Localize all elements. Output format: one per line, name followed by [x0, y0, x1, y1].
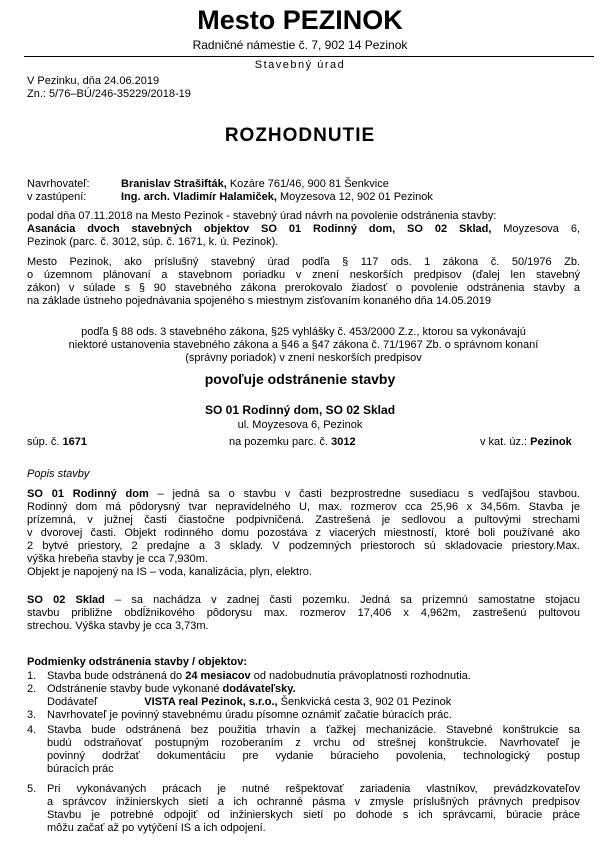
text-line: zákon) v súlade s § 90 stavebného zákona prerokovalo žiadosť o povolenie odstránenia stavby a: [27, 282, 580, 294]
text-line: strechou. Výška stavby je cca 3,73m.: [27, 620, 209, 632]
document-date: V Pezinku, dňa 24.06.2019: [27, 75, 160, 87]
cadastral-label: v kat. úz.:: [480, 436, 531, 448]
so02-description: [27, 594, 580, 633]
office-name: Stavebný úrad: [254, 59, 346, 71]
list-number: 3.: [27, 709, 37, 721]
cadastral-value: Pezinok: [530, 436, 572, 448]
condition-item: [47, 683, 580, 709]
representative-address: Moyzesova 12, 902 01 Pezinok: [276, 191, 433, 203]
list-number: 1.: [27, 670, 37, 682]
text-line: o územnom plánovaní a stavebnom poriadku v znení neskorších predpisov (ďalej len stavebný: [27, 269, 580, 281]
parcel-label: na pozemku parc. č.: [229, 436, 332, 448]
text-line: [27, 223, 580, 236]
list-number: 4.: [27, 724, 37, 736]
application-address: Moyzesova 6,: [491, 223, 580, 235]
document-heading: ROZHODNUTIE: [224, 125, 376, 146]
condition-item: Navrhovateľ je povinný stavebnému úradu písomne oznámiť začatie búracích prác.: [47, 709, 452, 721]
registry-value: 1671: [62, 436, 87, 448]
text-line: Pezinok (parc. č. 3012, súp. č. 1671, k. ú. Pezinok).: [27, 236, 279, 248]
text-line: povinný dodržať dokumentáciu pre vydanie búracieho povolenia, technologický postup: [47, 750, 580, 762]
conditions-heading: Podmienky odstránenia stavby / objektov:: [27, 656, 248, 668]
text-line: búracích prác: [47, 763, 114, 775]
object-title: SO 01 Rodinný dom, SO 02 Sklad: [204, 403, 396, 417]
contractor-name: VISTA real Pezinok, s.r.o.,: [144, 696, 278, 708]
text-fragment: – jedná sa o stavbu v časti bezprostredne susediacu s vedľajšou stavbou.: [148, 488, 580, 500]
text-line: Rodinný dom má pôdorysný tvar nepravidelného U, max. rozmerov cca 25,96 x 34,56m. Stavba je: [27, 501, 580, 513]
so01-title: SO 01 Rodinný dom: [27, 488, 149, 500]
parcel-number: [229, 436, 356, 449]
condition-item: [47, 783, 580, 835]
applicant-address: Kozáre 761/46, 900 81 Šenkvice: [226, 178, 389, 190]
application-paragraph: [27, 210, 580, 249]
reference-number: Zn.: 5/76–BÚ/246-35229/2018-19: [27, 88, 191, 100]
registry-number: [27, 436, 87, 449]
contractor-address: Šenkvická cesta 3, 902 01 Pezinok: [277, 696, 452, 708]
text-line: podal dňa 07.11.2018 na Mesto Pezinok - stavebný úrad návrh na povolenie odstránenia stavby:: [27, 210, 497, 222]
cadastral-area: [480, 436, 572, 449]
condition-item: [47, 724, 580, 776]
text-line: na základe ústneho pojednávania spojeného s miestnym zisťovaním konaného dňa 14.05.2019: [27, 295, 492, 307]
parcel-value: 3012: [331, 436, 356, 448]
text-fragment: Odstránenie stavby bude vykonané: [47, 683, 223, 695]
legal-basis-paragraph: [27, 326, 580, 365]
text-line: stavbu približne obdĺžnikového pôdorysu max. rozmerov 17,406 x 4,962m, zastrešenú pultovou: [27, 607, 580, 619]
text-line: a správcov inžinierskych sietí a ich ochranné pásma v zmysle príslušných právnych predpisov: [47, 796, 580, 808]
text-line: prízemná, v južnej časti čiastočne podpivničená. Zastrešená je sedlovou a pultovými strechami: [27, 514, 580, 526]
so02-title: SO 02 Sklad: [27, 594, 105, 606]
text-line: Mesto Pezinok, ako príslušný stavebný úrad podľa § 117 ods. 1 zákona č. 50/1976 Zb.: [27, 256, 580, 268]
application-subject: Asanácia dvoch stavebných objektov SO 01 Rodinný dom, SO 02 Sklad,: [27, 223, 492, 235]
contractor-mode: dodávateľsky.: [222, 683, 296, 695]
text-fragment: od nadobudnutia právoplatnosti rozhodnutia.: [250, 670, 471, 682]
deadline-value: 24 mesiacov: [185, 670, 251, 682]
representative-name: Ing. arch. Vladimír Halamiček,: [121, 191, 277, 203]
condition-item: [47, 670, 580, 683]
text-line: Pri vykonávaných prácach je nutné rešpektovať zariadenia vlastníkov, prevádzkovateľov: [47, 783, 580, 795]
text-line: [47, 683, 580, 696]
header-divider: [24, 56, 594, 57]
text-line: [47, 696, 580, 709]
text-line: Stavbu je potrebné odpojiť od inžinierskych sietí po dohode s ich správcami, búracie práce: [47, 809, 580, 821]
applicant-value: [121, 178, 389, 191]
authority-paragraph: [27, 256, 580, 308]
registry-label: súp. č.: [27, 436, 63, 448]
description-heading: Popis stavby: [27, 468, 90, 480]
text-line: výška hrebeňa stavby je cca 7,930m.: [27, 553, 208, 565]
contractor-label: Dodávateľ: [47, 696, 98, 708]
text-line: budú odstraňovať postupným rozoberaním z vrchu od strešnej konštrukcie. Navrhovateľ je: [47, 737, 580, 749]
city-address: Radničné námestie č. 7, 902 14 Pezinok: [192, 38, 408, 52]
text-line: niektoré ustanovenia stavebného zákona a §46 a §47 zákona č. 71/1967 Zb. o správnom konaní: [68, 339, 539, 351]
decision-statement: povoľuje odstránenie stavby: [204, 371, 396, 387]
list-number: 5.: [27, 783, 37, 795]
representative-value: [121, 191, 433, 204]
so01-description: [27, 488, 580, 579]
applicant-label: Navrhovateľ:: [27, 178, 90, 190]
conditions-list: [0, 670, 600, 850]
text-line: [27, 594, 580, 607]
text-line: Stavba bude odstránená bez použitia trhavín a ťažkej mechanizácie. Stavebné konštrukcie sa: [47, 724, 580, 736]
text-line: Objekt je napojený na IS – voda, kanalizácia, plyn, elektro.: [27, 566, 312, 578]
representative-label: v zastúpení:: [27, 191, 87, 203]
text-line: podľa § 88 ods. 3 stavebného zákona, §25 vyhlášky č. 453/2000 Z.z., ktorou sa vykonávajú: [81, 326, 526, 338]
text-line: môžu začať až po vytýčení IS a ich odpojení.: [47, 822, 266, 834]
applicant-name: Branislav Strašifták,: [121, 178, 227, 190]
city-title: Mesto PEZINOK: [197, 5, 403, 35]
text-line: v dvorovej časti. Objekt rodinného domu pozostáva z viacerých miestností, ktoré boli používané ako: [27, 527, 580, 539]
text-fragment: – sa nachádza v zadnej časti pozemku. Jedná sa prízemnú samostatne stojacu: [104, 594, 581, 606]
list-number: 2.: [27, 683, 37, 695]
text-line: 2 bytvé priestory, 2 predajne a 3 sklady. V podzemných priestoroch sú skladovacie priestory.Max.: [27, 540, 580, 552]
text-fragment: Stavba bude odstránená do: [47, 670, 186, 682]
text-line: [27, 488, 580, 501]
object-street: ul. Moyzesova 6, Pezinok: [237, 419, 363, 431]
text-line: (správny poriadok) v znení neskorších predpisov: [185, 352, 422, 364]
